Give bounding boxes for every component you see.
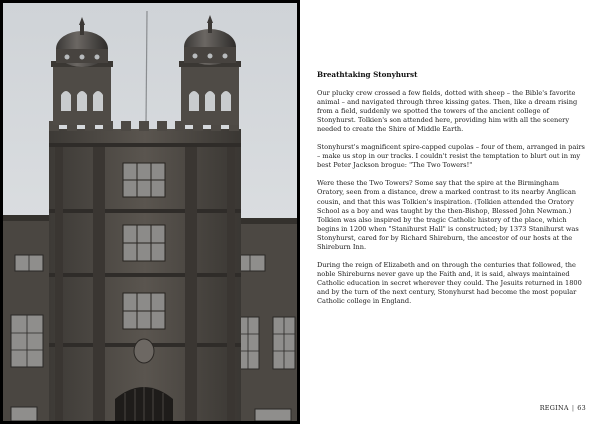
- article-paragraph-1: Our plucky crew crossed a few fields, dotted with sheep – the Bible's favorite animal – and navigated through three kissing gates. Then, like a dream rising from a field, suddenly we spotted the towers of the ancient college of Stonyhurst. Tolkien's son attended here, providing him with all the scenery needed to create the Shire of Middle Earth.: [317, 89, 578, 134]
- article-paragraph-2: Stonyhurst's magnificent spire-capped cupolas – four of them, arranged in pairs – make us stop in our tracks. I couldn't resist the temptation to blurt out in my best Peter Jackson brogue: "The Two Towers!": [317, 143, 585, 170]
- page-number: 63: [577, 404, 586, 412]
- article-column: [317, 70, 585, 315]
- publication-name: REGINA: [539, 404, 569, 412]
- article-title: Breathtaking Stonyhurst: [317, 70, 418, 79]
- footer-separator: |: [571, 404, 575, 412]
- article-paragraph-4: During the reign of Elizabeth and on through the centuries that followed, the noble Shireburns never gave up the Faith and, it is said, always maintained Catholic education in secret wherever they could. The Jesuits returned in 1800 and by the turn of the next century, Stonyhurst had become the most popular Catholic college in England.: [317, 260, 582, 306]
- article-paragraph-3: Were these the Two Towers? Some say that the spire at the Birmingham Oratory, seen from a distance, drew a marked contrast to its nearby Anglican cousin, and that this was Tolkien's inspiration. (Tolkien attended the Oratory School as a boy and was taught by the then-Bishop, Blessed John Newman.) Tolkien was also inspired by the tragic Catholic history of the place, which begins in 1200 when "Stanihurst Hall" is constructed; by 1373 Stanihurst was Stonyhurst, cared for by Richard Shireburn, the ancestor of our hosts at the Shireburn Inn.: [317, 179, 579, 251]
- page-footer: [540, 404, 586, 412]
- stonyhurst-towers-image: [3, 3, 297, 421]
